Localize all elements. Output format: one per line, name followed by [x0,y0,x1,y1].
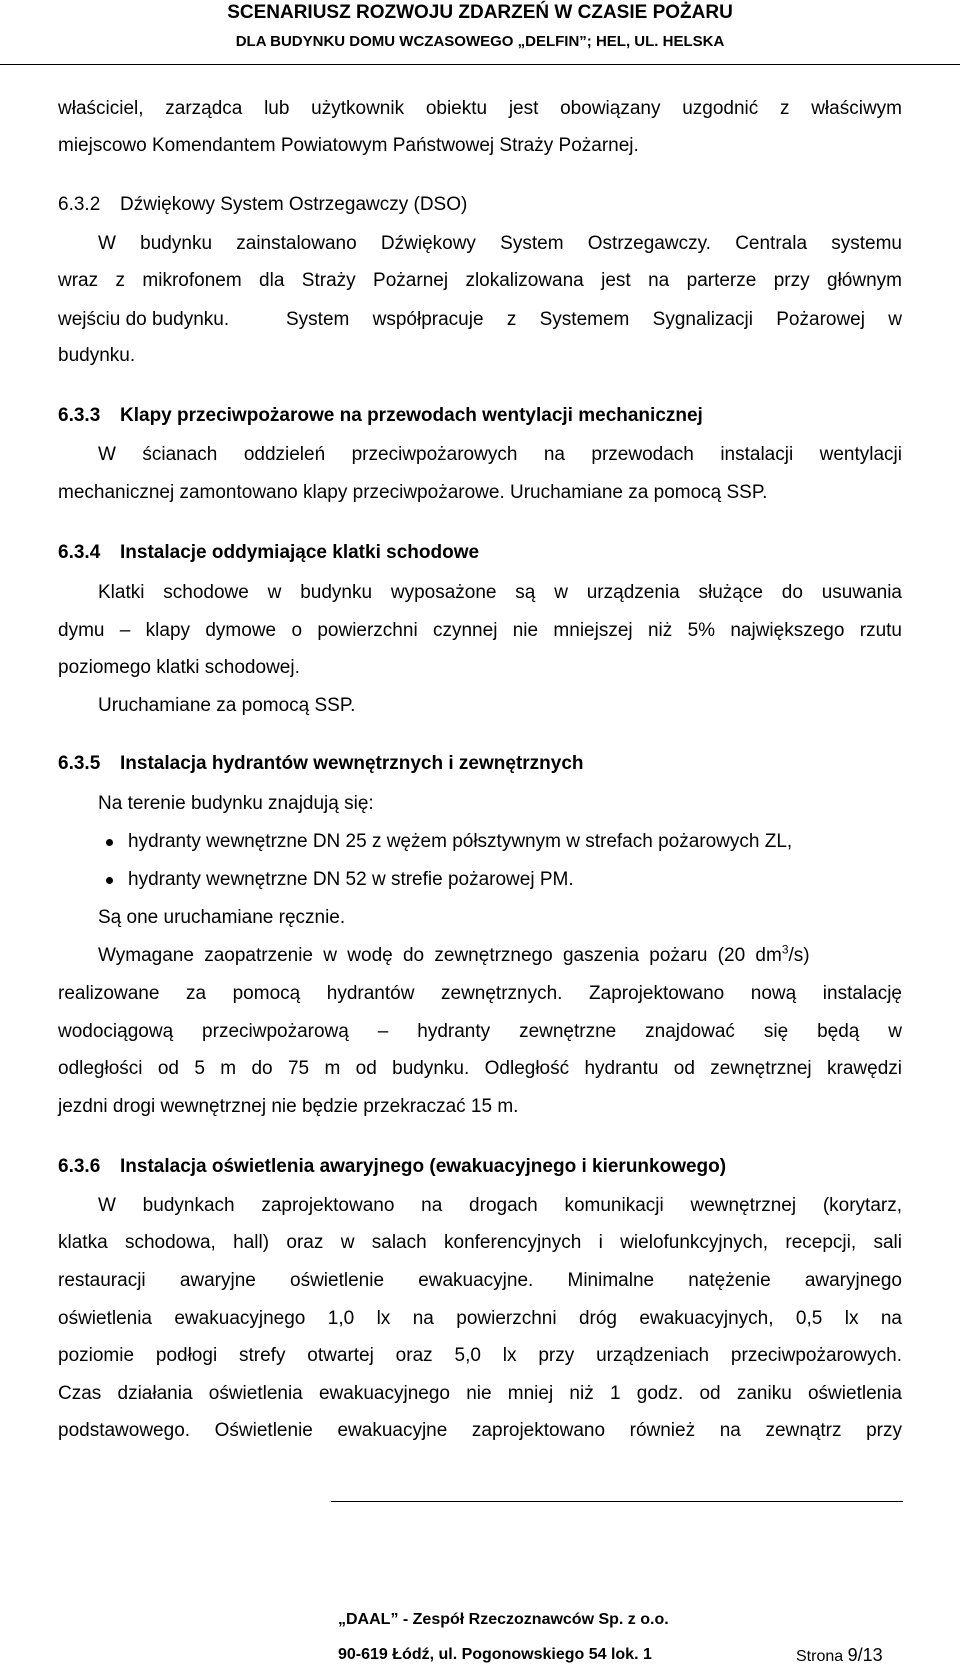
document-title: SCENARIUSZ ROZWOJU ZDARZEŃ W CZASIE POŻARU [227,2,733,23]
footer-company: „DAAL” - Zespół Rzeczoznawców Sp. z o.o. [338,1611,669,1628]
list-item: hydranty wewnętrzne DN 52 w strefie pożarowej PM. [128,869,574,890]
paragraph-line: W budynkach zaprojektowano na drogach komunikacji wewnętrznej (korytarz, [98,1195,902,1216]
paragraph-line: budynku. [58,345,136,366]
document-subtitle: DLA BUDYNKU DOMU WCZASOWEGO „DELFIN”; HEL, UL. HELSKA [235,33,725,50]
paragraph-line: wejściu do budynku. [58,309,230,330]
page-value: 9/13 [847,1645,883,1665]
paragraph-line: Czas działania oświetlenia ewakuacyjnego nie mniej niż 1 godz. od zaniku oświetlenia [58,1383,902,1404]
paragraph-line: Na terenie budynku znajdują się: [98,793,374,814]
paragraph-line: Uruchamiane za pomocą SSP. [98,695,356,716]
paragraph-line: dymu – klapy dymowe o powierzchni czynnej nie mniejszej niż 5% największego rzutu [58,620,902,641]
section-number: 6.3.5 [58,753,101,774]
paragraph-line: W budynku zainstalowano Dźwiękowy System Ostrzegawczy. Centrala systemu [98,233,902,254]
paragraph-line: wodociągową przeciwpożarową – hydranty zewnętrzne znajdować się będą w [58,1021,902,1042]
section-heading: Instalacje oddymiające klatki schodowe [120,542,480,563]
section-heading: Instalacja oświetlenia awaryjnego (ewakuacyjnego i kierunkowego) [120,1156,727,1177]
paragraph-line: W ścianach oddzieleń przeciwpożarowych na przewodach instalacji wentylacji [98,444,902,465]
list-item: hydranty wewnętrzne DN 25 z wężem półsztywnym w strefach pożarowych ZL, [128,831,793,852]
section-number: 6.3.6 [58,1156,101,1177]
paragraph-line: miejscowo Komendantem Powiatowym Państwowej Straży Pożarnej. [58,135,639,156]
paragraph-line: oświetlenia ewakuacyjnego 1,0 lx na powierzchni dróg ewakuacyjnych, 0,5 lx na [58,1308,902,1329]
bullet-icon [106,877,113,884]
paragraph-line: System współpracuje z Systemem Sygnalizacji Pożarowej w [286,309,902,330]
paragraph-line: jezdni drogi wewnętrznej nie będzie przekraczać 15 m. [58,1096,519,1117]
section-number: 6.3.3 [58,405,101,426]
paragraph-line [98,942,902,967]
paragraph-line: wraz z mikrofonem dla Straży Pożarnej zlokalizowana jest na parterze przy głównym [58,270,902,291]
section-number: 6.3.2 [58,194,101,215]
page-number [796,1646,883,1666]
paragraph-line: Są one uruchamiane ręcznie. [98,907,346,928]
text-run: Wymagane zaopatrzenie w wodę do zewnętrznego gaszenia pożaru (20 dm [98,945,782,966]
paragraph-line: poziomego klatki schodowej. [58,657,300,678]
section-heading: Klapy przeciwpożarowe na przewodach wentylacji mechanicznej [120,405,703,426]
text-run: /s) [788,945,810,966]
footer-divider [331,1501,903,1502]
bullet-icon [106,839,113,846]
page-label: Strona [796,1648,844,1665]
paragraph-line: poziomie podłogi strefy otwartej oraz 5,0 lx przy urządzeniach przeciwpożarowych. [58,1345,902,1366]
paragraph-line: odległości od 5 m do 75 m od budynku. Odległość hydrantu od zewnętrznej krawędzi [58,1058,902,1079]
section-number: 6.3.4 [58,542,101,563]
section-heading: Dźwiękowy System Ostrzegawczy (DSO) [120,194,468,215]
section-heading: Instalacja hydrantów wewnętrznych i zewnętrznych [120,753,584,774]
superscript: 3 [781,942,789,957]
paragraph-line: mechanicznej zamontowano klapy przeciwpożarowe. Uruchamiane za pomocą SSP. [58,482,768,503]
paragraph-line: podstawowego. Oświetlenie ewakuacyjne zaprojektowano również na zewnątrz przy [58,1420,902,1441]
header-divider [0,64,960,65]
paragraph-line: Klatki schodowe w budynku wyposażone są w urządzenia służące do usuwania [98,582,902,603]
paragraph-line: realizowane za pomocą hydrantów zewnętrznych. Zaprojektowano nową instalację [58,983,902,1004]
footer-address: 90-619 Łódź, ul. Pogonowskiego 54 lok. 1 [338,1646,652,1663]
paragraph-line: klatka schodowa, hall) oraz w salach konferencyjnych i wielofunkcyjnych, recepcji, sali [58,1232,902,1253]
paragraph-line: właściciel, zarządca lub użytkownik obiektu jest obowiązany uzgodnić z właściwym [58,98,902,119]
paragraph-line: restauracji awaryjne oświetlenie ewakuacyjne. Minimalne natężenie awaryjnego [58,1270,902,1291]
